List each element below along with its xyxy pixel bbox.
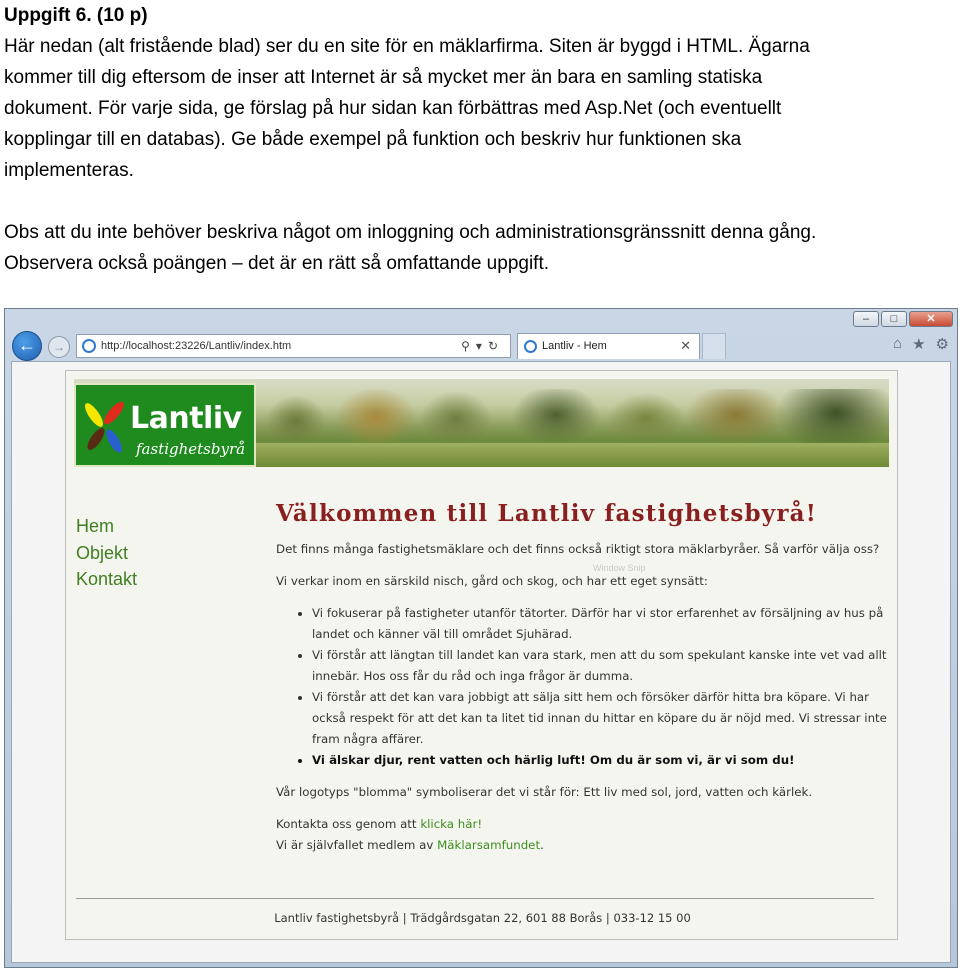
logo-tagline: fastighetsbyrå	[136, 440, 246, 458]
footer-divider	[76, 898, 874, 899]
back-arrow-icon[interactable]: ←	[12, 331, 42, 361]
title-bar	[5, 309, 957, 331]
forward-arrow-icon[interactable]: →	[48, 336, 70, 358]
logo-description: Vår logotyps "blomma" symboliserar det vi står för: Ett liv med sol, jord, vatten och kärlek.	[276, 785, 813, 799]
logo-brand: Lantliv	[130, 401, 242, 436]
new-tab-button[interactable]	[702, 333, 726, 359]
list-item: • Vi fokuserar på fastigheter utanför tätorter. Därför har vi stor erfarenhet av försäljning av hus på landet och känner väl till området Sjuhärad.	[312, 603, 901, 645]
lantliv-logo[interactable]	[74, 383, 256, 467]
tab-title: Lantliv - Hem	[542, 340, 607, 352]
address-tools[interactable]: ⚲▾↻	[461, 339, 504, 353]
contact-link[interactable]: klicka här!	[420, 817, 483, 831]
landscape-photo	[256, 389, 889, 445]
assignment-heading: Uppgift 6. (10 p)	[4, 5, 148, 26]
maximize-button[interactable]: □	[881, 311, 907, 327]
flower-logo-icon	[76, 385, 136, 467]
maklarsamfundet-link[interactable]: Mäklarsamfundet	[437, 838, 541, 852]
contact-line	[276, 814, 901, 835]
menu-item-hem[interactable]: Hem	[76, 516, 115, 536]
menu-item-objekt[interactable]: Objekt	[76, 542, 129, 563]
list-item: • Vi förstår att det kan vara jobbigt att sälja sitt hem och försöker därför hitta bra köpare. Vi har också respekt för att det kan ta litet tid innan du hittar en köpare du är nöjd med. Vi stressar inte fram några affärer.	[312, 687, 901, 750]
navigation-bar	[5, 331, 957, 361]
intro-text: Det finns många fastighetsmäklare och det finns också riktigt stora mäklarbyråer. Så varför välja oss?	[276, 542, 880, 556]
assignment-text	[4, 0, 956, 279]
page-title: Välkommen till Lantliv fastighetsbyrå!	[276, 500, 818, 527]
watermark: Window Snip	[593, 563, 646, 573]
address-bar[interactable]	[76, 334, 511, 358]
paragraph-line: Obs att du inte behöver beskriva något om inloggning och administrationsgränssnitt denna gång.	[4, 222, 817, 243]
gear-icon[interactable]: ⚙	[935, 336, 949, 353]
footer-text: Lantliv fastighetsbyrå | Trädgårdsgatan 22, 601 88 Borås | 033-12 15 00	[274, 911, 691, 925]
paragraph-line: Här nedan (alt fristående blad) ser du en site för en mäklarfirma. Siten är byggd i HTML. Ägarna	[4, 36, 810, 57]
paragraph-line: kommer till dig eftersom de inser att Internet är så mycket mer än bara en samling statiska	[4, 67, 763, 88]
ie-tab-icon	[524, 340, 537, 353]
close-button[interactable]: ✕	[909, 311, 953, 327]
tab-lantliv-hem[interactable]	[517, 333, 700, 359]
paragraph-line: Observera också poängen – det är en rätt så omfattande uppgift.	[4, 253, 550, 274]
paragraph-line: kopplingar till en databas). Ge både exempel på funktion och beskriv hur funktionen ska	[4, 129, 742, 150]
website-page	[65, 370, 898, 940]
paragraph-line: dokument. För varje sida, ge förslag på hur sidan kan förbättras med Asp.Net (och eventuellt	[4, 98, 782, 119]
home-icon[interactable]: ⌂	[893, 335, 903, 352]
ie-page-icon	[82, 339, 96, 353]
main-content	[276, 499, 901, 867]
bullet-list	[276, 603, 901, 771]
paragraph-line: implementeras.	[4, 160, 134, 181]
site-menu	[76, 513, 137, 593]
browser-window	[4, 308, 958, 968]
field-photo	[256, 443, 889, 467]
member-suffix: .	[540, 838, 544, 852]
page-viewport	[11, 361, 951, 963]
member-prefix: Vi är självfallet medlem av	[276, 838, 438, 852]
list-item: • Vi förstår att längtan till landet kan vara stark, men att du som spekulant kanske inte vet vad allt innebär. Hos oss får du råd och inga frågor är dumma.	[312, 645, 901, 687]
contact-prefix: Kontakta oss genom att	[276, 817, 421, 831]
header-banner	[74, 379, 889, 467]
close-tab-icon[interactable]: ✕	[680, 338, 691, 353]
list-item: • Vi älskar djur, rent vatten och härlig luft! Om du är som vi, är vi som du!	[312, 750, 901, 771]
address-url: http://localhost:23226/Lantliv/index.htm	[101, 340, 292, 352]
niche-text: Vi verkar inom en särskild nisch, gård och skog, och har ett eget synsätt:	[276, 574, 708, 588]
star-icon[interactable]: ★	[912, 336, 926, 353]
minimize-button[interactable]: –	[853, 311, 879, 327]
menu-item-kontakt[interactable]: Kontakt	[76, 569, 138, 589]
member-line	[276, 835, 901, 856]
